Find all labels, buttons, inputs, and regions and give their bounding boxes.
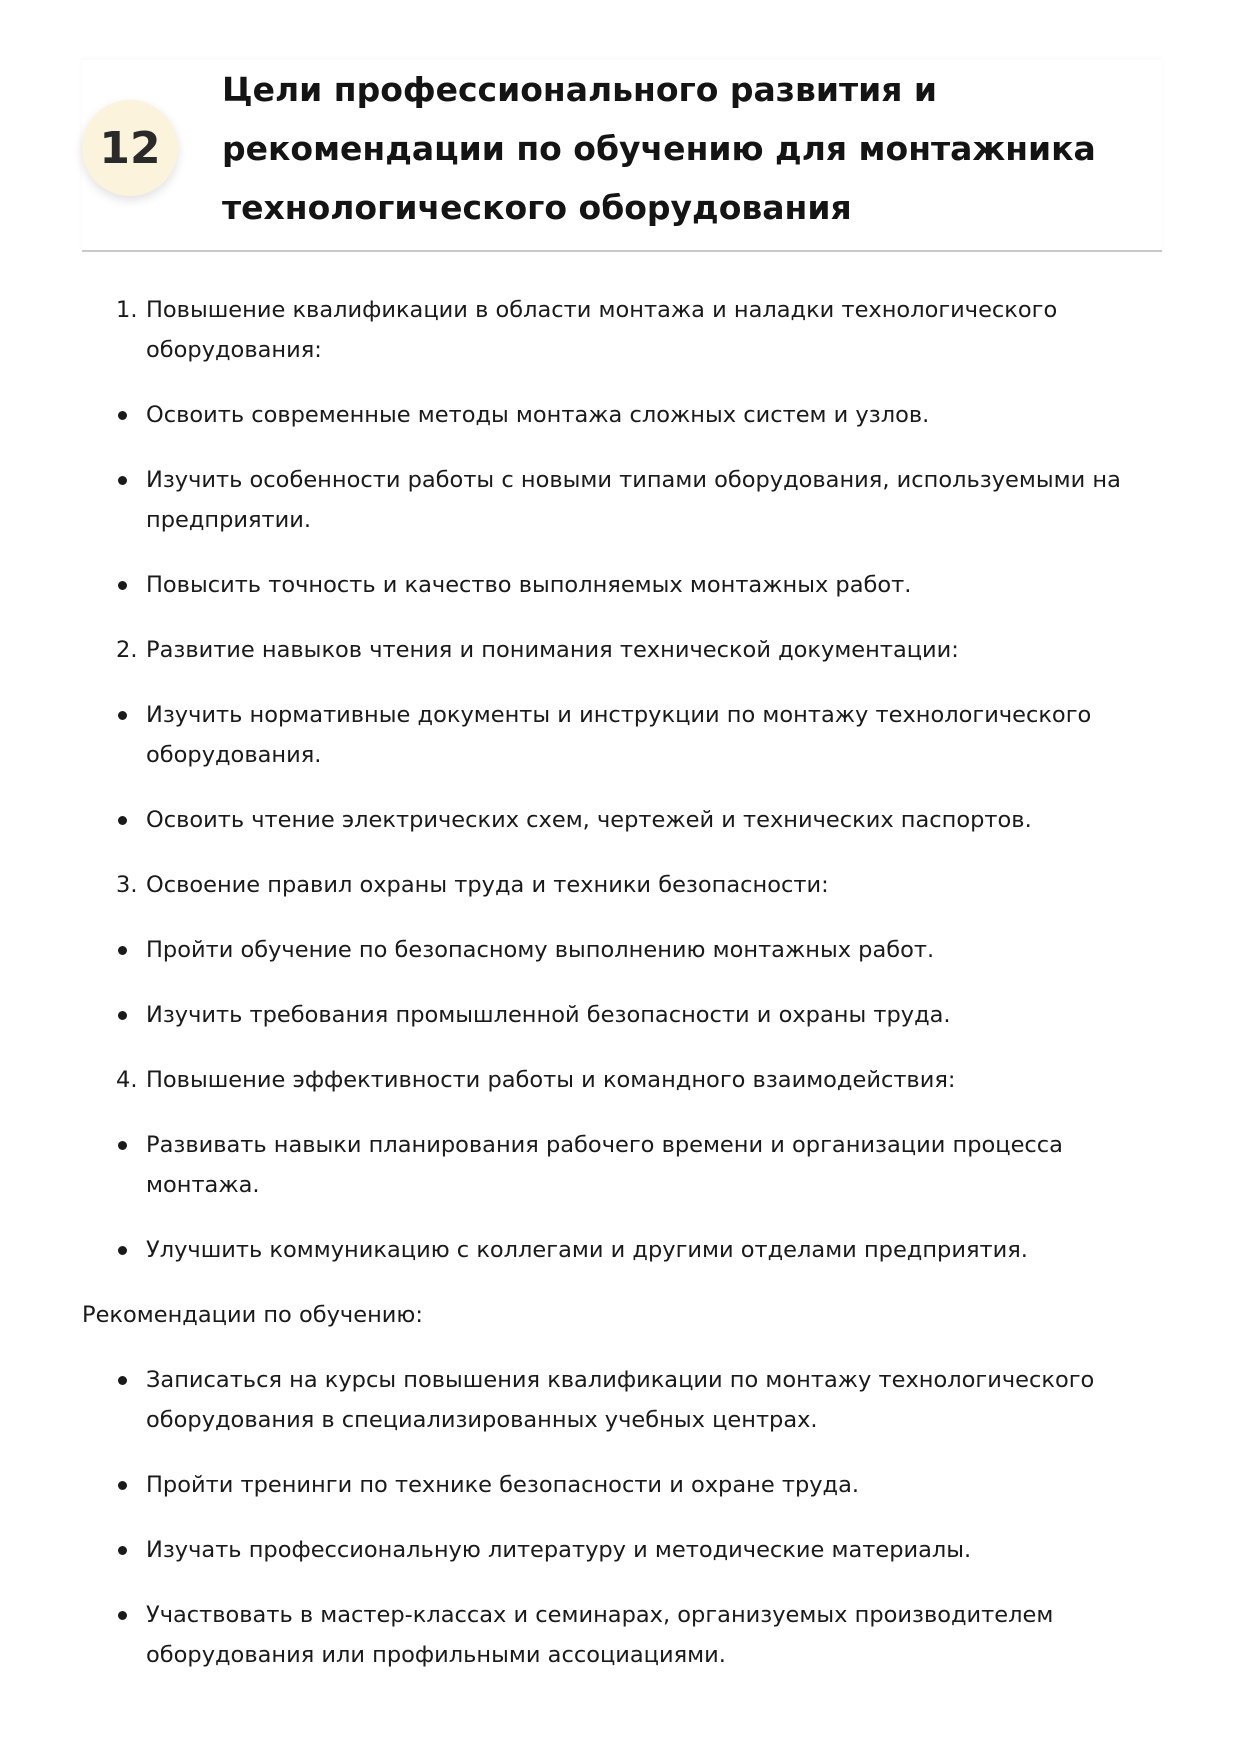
bullet-icon bbox=[118, 476, 127, 485]
list-number: 3. bbox=[116, 872, 138, 898]
content bbox=[82, 290, 1172, 1700]
list-item-text: Изучить требования промышленной безопасности и охраны труда. bbox=[146, 1002, 951, 1028]
bullet-item bbox=[82, 565, 1172, 605]
list-item bbox=[82, 1060, 1172, 1100]
list-item-text: Освоить чтение электрических схем, чертежей и технических паспортов. bbox=[146, 807, 1032, 833]
list-number: 4. bbox=[116, 1067, 138, 1093]
bullet-icon bbox=[118, 1481, 127, 1490]
bullet-icon bbox=[118, 816, 127, 825]
section-header bbox=[82, 60, 1162, 252]
bullet-icon bbox=[118, 1141, 127, 1150]
list-item-text: Повышение квалификации в области монтажа и наладки технологического оборудования: bbox=[146, 297, 1058, 363]
bullet-icon bbox=[118, 411, 127, 420]
bullet-item bbox=[82, 1230, 1172, 1270]
list-item-text: Участвовать в мастер-классах и семинарах, организуемых производителем оборудования или профильными ассоциациями. bbox=[146, 1602, 1054, 1668]
list-item-text: Изучить особенности работы с новыми типами оборудования, используемыми на предприятии. bbox=[146, 467, 1121, 533]
list-item-text: Повышение эффективности работы и командного взаимодействия: bbox=[146, 1067, 956, 1093]
bullet-item bbox=[82, 1465, 1172, 1505]
bullet-icon bbox=[118, 1376, 127, 1385]
bullet-item bbox=[82, 800, 1172, 840]
bullet-item bbox=[82, 1530, 1172, 1570]
bullet-item bbox=[82, 1125, 1172, 1205]
bullet-icon bbox=[118, 1546, 127, 1555]
list-item bbox=[82, 865, 1172, 905]
list-item-text: Пройти обучение по безопасному выполнению монтажных работ. bbox=[146, 937, 935, 963]
bullet-item bbox=[82, 995, 1172, 1035]
bullet-icon bbox=[118, 711, 127, 720]
list-item-text: Пройти тренинги по технике безопасности и охране труда. bbox=[146, 1472, 860, 1498]
recommendations-heading: Рекомендации по обучению: bbox=[82, 1302, 423, 1328]
bullet-item bbox=[82, 1595, 1172, 1675]
list-item-text: Изучить нормативные документы и инструкции по монтажу технологического оборудования. bbox=[146, 702, 1092, 768]
list-item bbox=[82, 630, 1172, 670]
bullet-icon bbox=[118, 581, 127, 590]
list-item bbox=[82, 290, 1172, 370]
bullet-icon bbox=[118, 1246, 127, 1255]
list-number: 1. bbox=[116, 297, 138, 323]
bullet-icon bbox=[118, 946, 127, 955]
list-item-text: Развивать навыки планирования рабочего времени и организации процесса монтажа. bbox=[146, 1132, 1063, 1198]
bullet-item bbox=[82, 695, 1172, 775]
section-number-badge: 12 bbox=[82, 100, 178, 196]
list-item-text: Освоить современные методы монтажа сложных систем и узлов. bbox=[146, 402, 930, 428]
list-number: 2. bbox=[116, 637, 138, 663]
bullet-icon bbox=[118, 1011, 127, 1020]
list-item-text: Развитие навыков чтения и понимания технической документации: bbox=[146, 637, 959, 663]
list-item-text: Освоение правил охраны труда и техники безопасности: bbox=[146, 872, 829, 898]
bullet-item bbox=[82, 1360, 1172, 1440]
list-item-text: Изучать профессиональную литературу и методические материалы. bbox=[146, 1537, 972, 1563]
list-item-text: Записаться на курсы повышения квалификации по монтажу технологического оборудования в специализированных учебных центрах. bbox=[146, 1367, 1095, 1433]
bullet-item bbox=[82, 930, 1172, 970]
bullet-icon bbox=[118, 1611, 127, 1620]
list-item-text: Улучшить коммуникацию с коллегами и другими отделами предприятия. bbox=[146, 1237, 1028, 1263]
list-item-text: Повысить точность и качество выполняемых монтажных работ. bbox=[146, 572, 912, 598]
page-title: Цели профессионального развития и рекомендации по обучению для монтажника технологического оборудования bbox=[222, 70, 1096, 227]
bullet-item bbox=[82, 460, 1172, 540]
bullet-item bbox=[82, 395, 1172, 435]
